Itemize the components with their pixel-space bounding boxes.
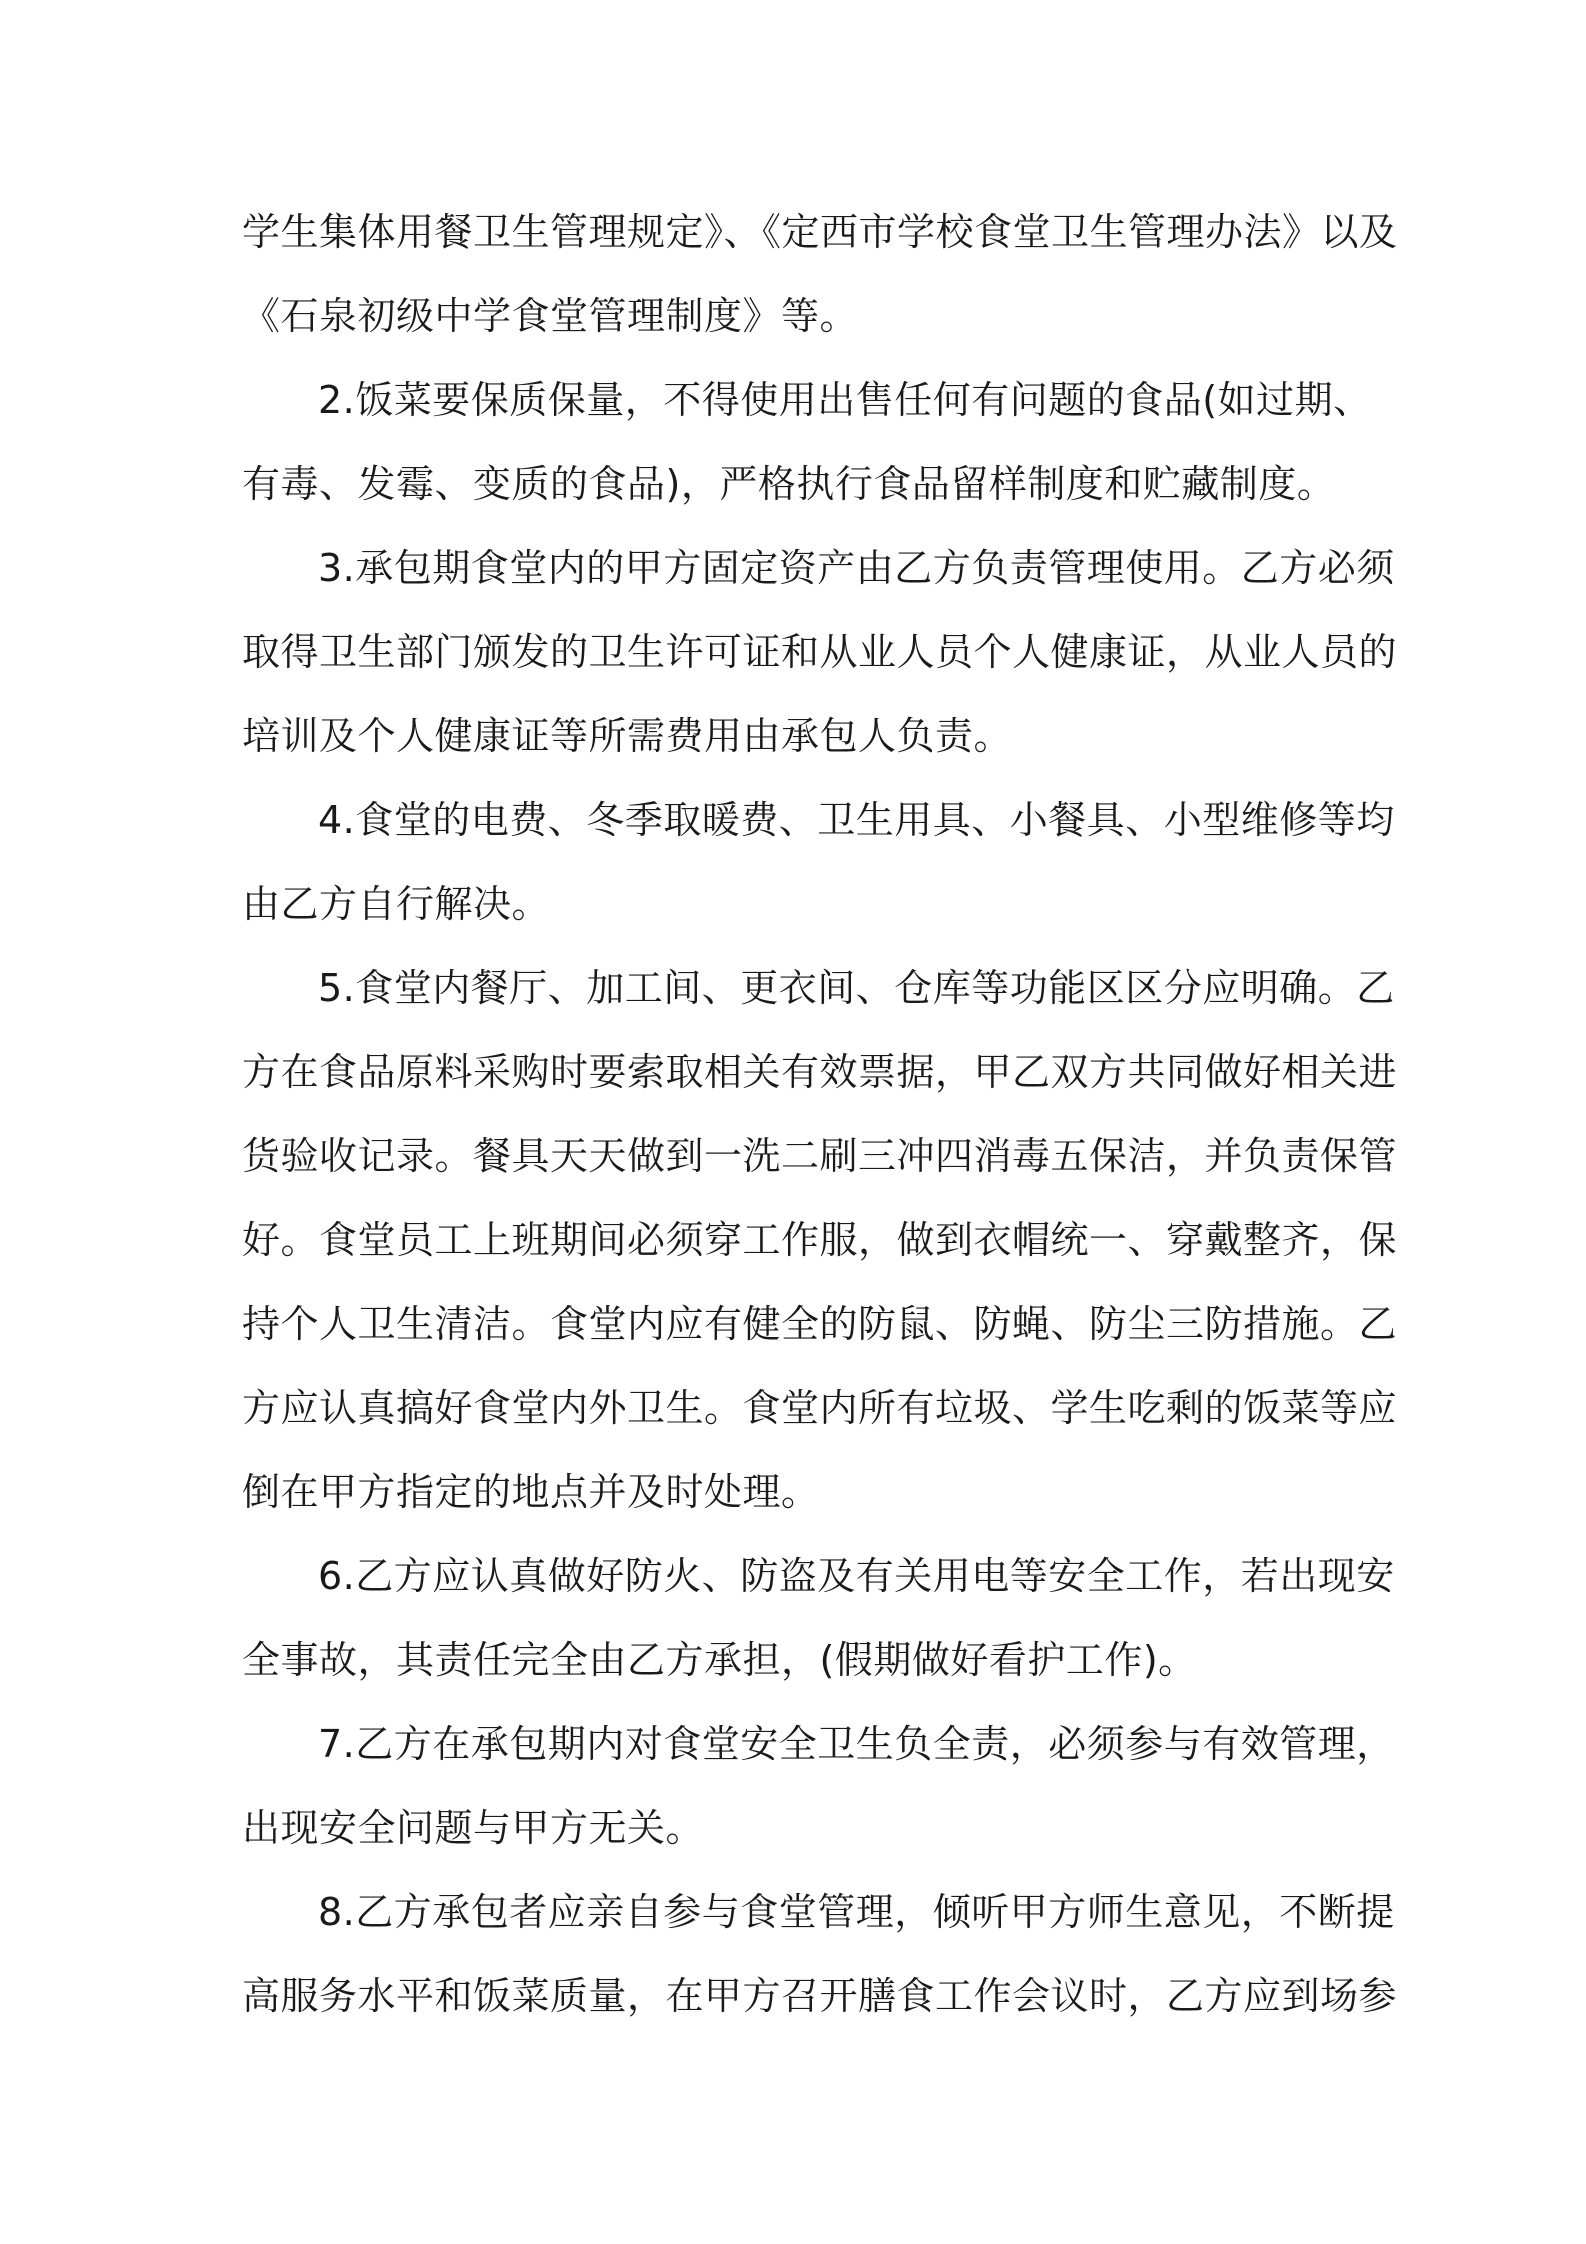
clause-8-line: 8.乙方承包者应亲自参与食堂管理，倾听甲方师生意见，不断提: [318, 1890, 1395, 1934]
text-line: 培训及个人健康证等所需费用由承包人负责。: [242, 714, 1013, 758]
clause-4-line: 4.食堂的电费、冬季取暖费、卫生用具、小餐具、小型维修等均: [318, 798, 1395, 842]
text-line: 高服务水平和饭菜质量，在甲方召开膳食工作会议时，乙方应到场参: [242, 1974, 1398, 2018]
text-line: 方在食品原料采购时要索取相关有效票据，甲乙双方共同做好相关进: [242, 1050, 1398, 1094]
text-line: 取得卫生部门颁发的卫生许可证和从业人员个人健康证，从业人员的: [242, 630, 1398, 674]
text-line: 全事故，其责任完全由乙方承担，(假期做好看护工作)。: [242, 1638, 1197, 1682]
text-line: 有毒、发霉、变质的食品)，严格执行食品留样制度和贮藏制度。: [242, 462, 1336, 506]
text-line: 学生集体用餐卫生管理规定》、《定西市学校食堂卫生管理办法》以及: [242, 210, 1398, 254]
text-line: 倒在甲方指定的地点并及时处理。: [242, 1470, 820, 1514]
clause-2-line: 2.饭菜要保质保量，不得使用出售任何有问题的食品(如过期、: [318, 378, 1372, 422]
clause-6-line: 6.乙方应认真做好防火、防盗及有关用电等安全工作，若出现安: [318, 1554, 1395, 1598]
clause-7-line: 7.乙方在承包期内对食堂安全卫生负全责，必须参与有效管理，: [318, 1722, 1395, 1766]
text-line: 好。食堂员工上班期间必须穿工作服，做到衣帽统一、穿戴整齐，保: [242, 1218, 1398, 1262]
text-line: 《石泉初级中学食堂管理制度》等。: [242, 294, 859, 338]
clause-5-line: 5.食堂内餐厅、加工间、更衣间、仓库等功能区区分应明确。乙: [318, 966, 1395, 1010]
document-body: [242, 190, 1398, 2038]
text-line: 由乙方自行解决。: [242, 882, 551, 926]
text-line: 货验收记录。餐具天天做到一洗二刷三冲四消毒五保洁，并负责保管: [242, 1134, 1398, 1178]
text-line: 出现安全问题与甲方无关。: [242, 1806, 705, 1850]
text-line: 持个人卫生清洁。食堂内应有健全的防鼠、防蝇、防尘三防措施。乙: [242, 1302, 1398, 1346]
text-line: 方应认真搞好食堂内外卫生。食堂内所有垃圾、学生吃剩的饭菜等应: [242, 1386, 1398, 1430]
clause-3-line: 3.承包期食堂内的甲方固定资产由乙方负责管理使用。乙方必须: [318, 546, 1395, 590]
